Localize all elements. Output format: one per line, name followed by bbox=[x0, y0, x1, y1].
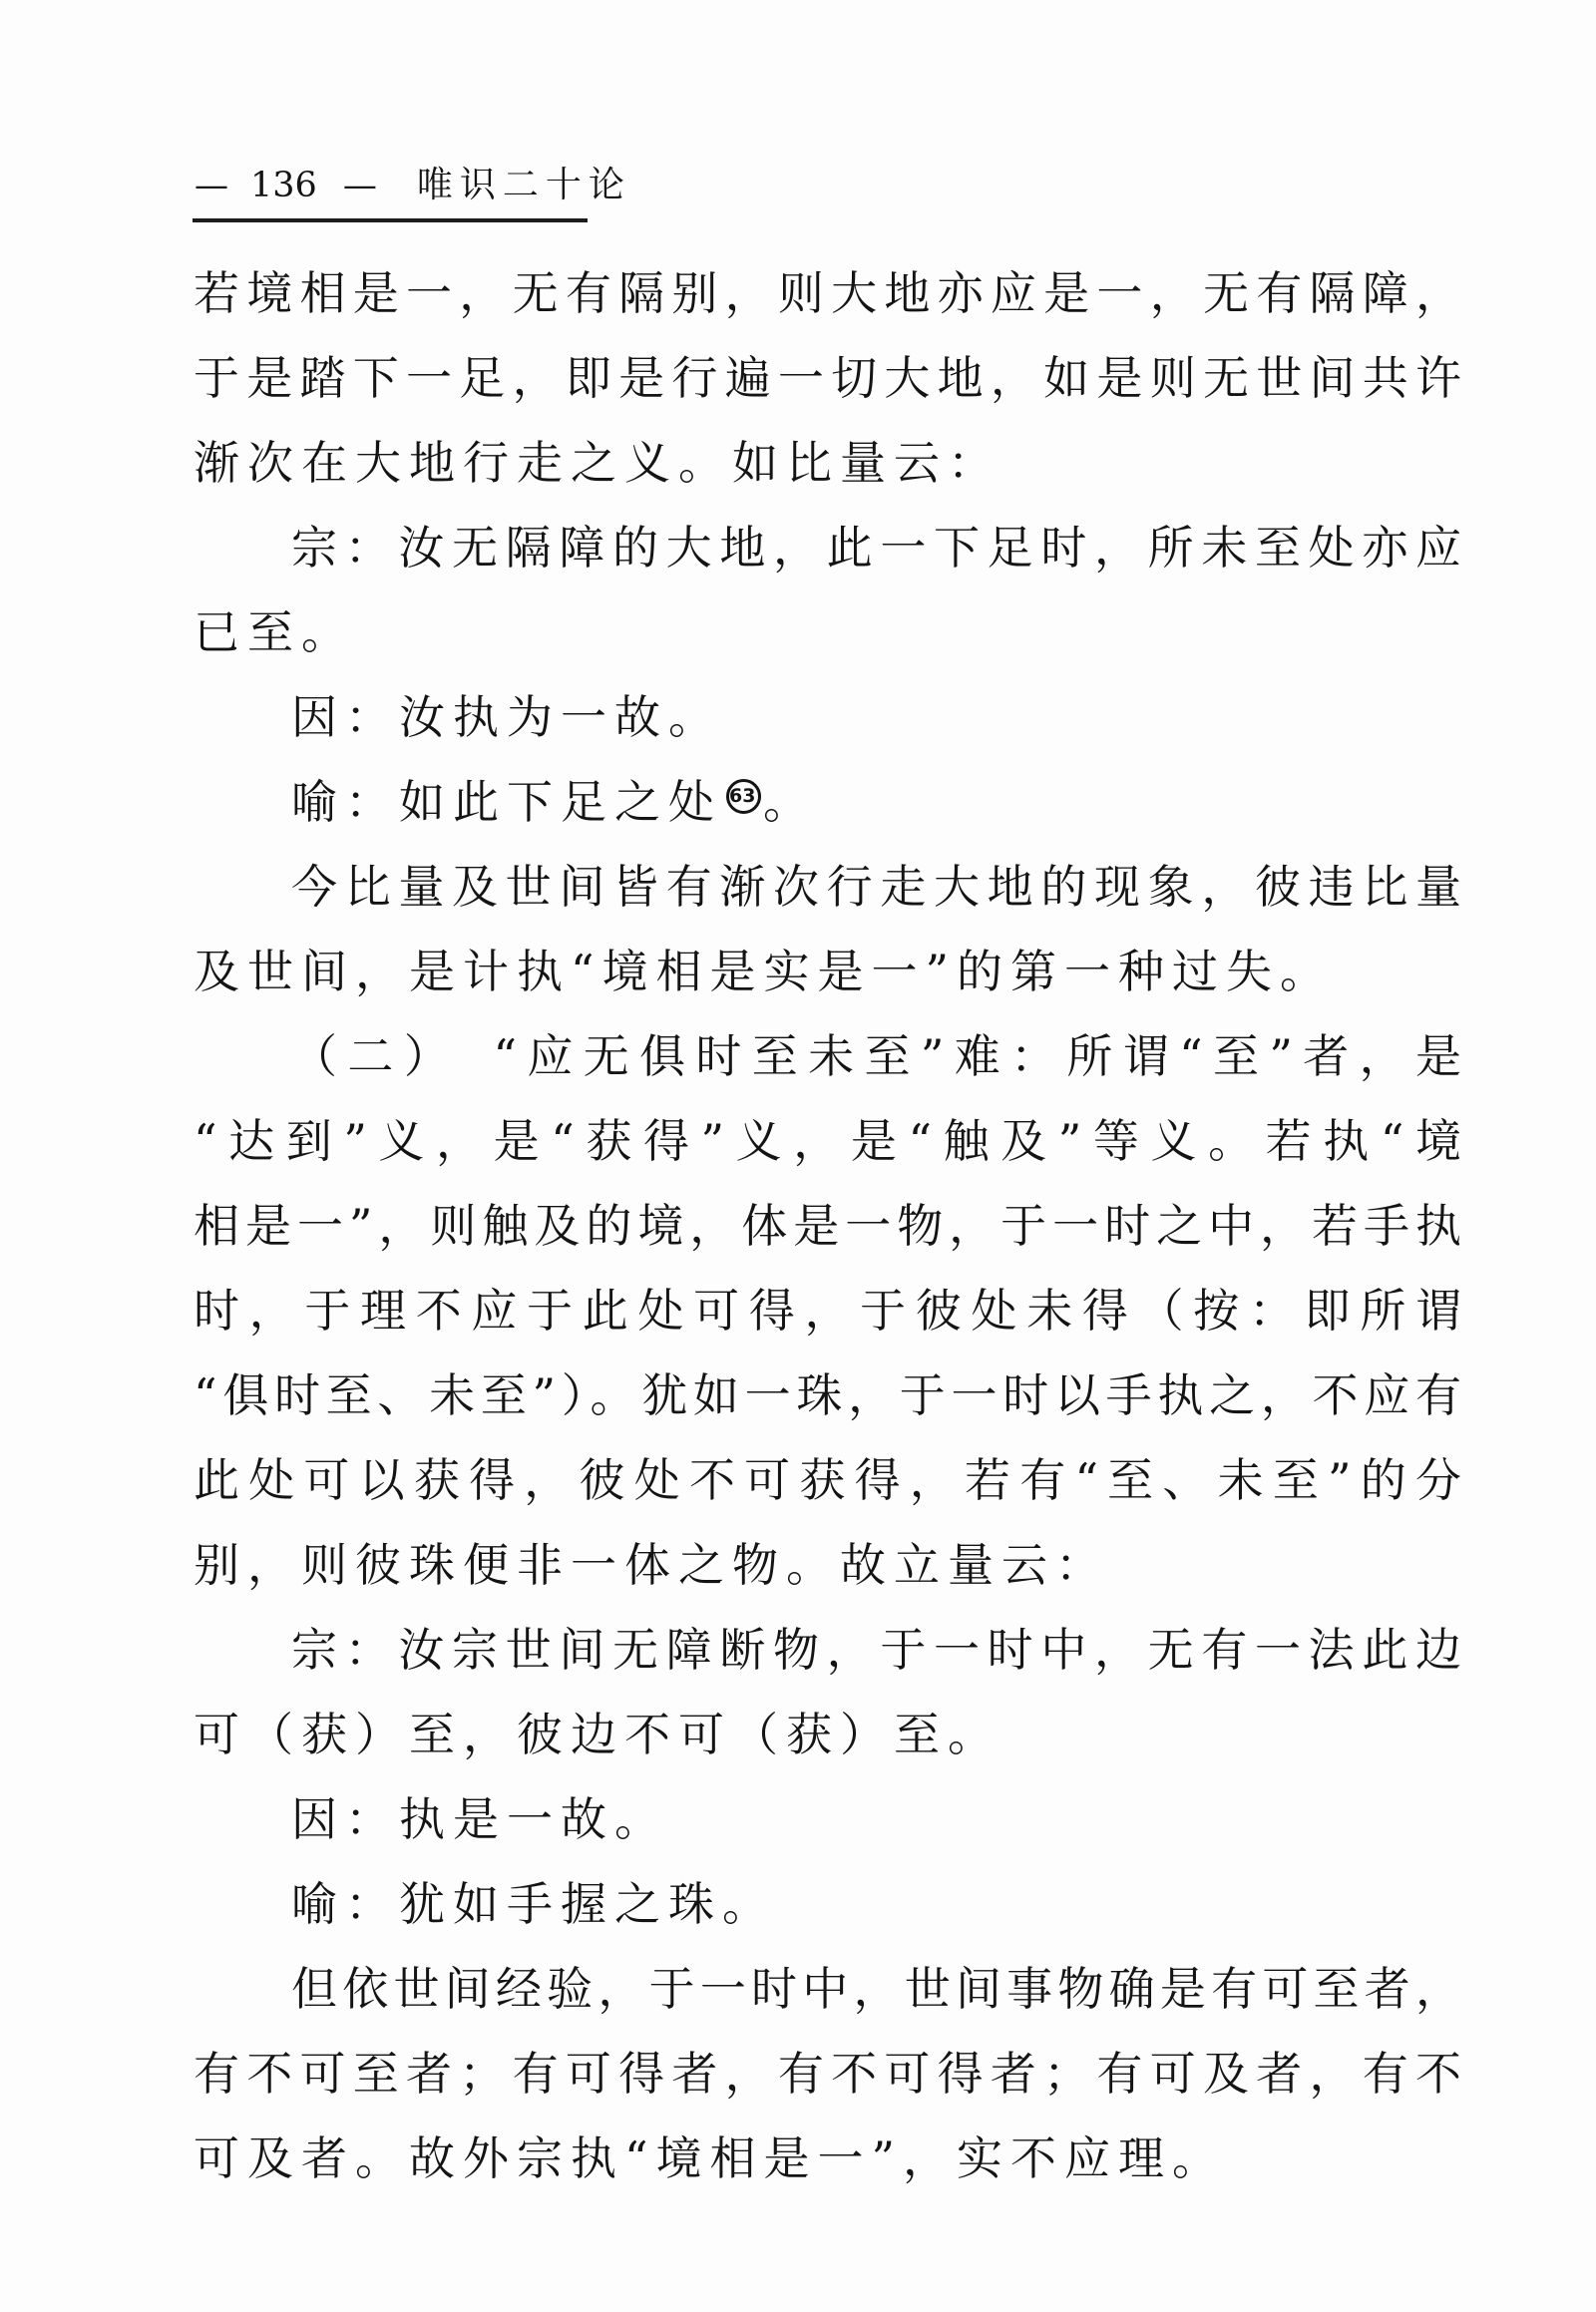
text-line-content: 及世间，是计执“境相是实是一”的第一种过失。 bbox=[194, 945, 1335, 998]
text-line bbox=[194, 1184, 1462, 1269]
text-line bbox=[194, 1099, 1462, 1184]
text-line-content: 此处可以获得，彼处不可获得，若有“至、未至”的分 bbox=[194, 1453, 1462, 1507]
text-line bbox=[194, 251, 1462, 336]
text-line bbox=[194, 1353, 1462, 1438]
text-line-content: 但依世间经验，于一时中，世间事物确是有可至者， bbox=[291, 1962, 1462, 2016]
text-line bbox=[194, 930, 1462, 1014]
text-line bbox=[194, 1862, 1462, 1947]
page-header bbox=[195, 164, 631, 207]
text-line bbox=[194, 2117, 1462, 2201]
page-number: 136 bbox=[250, 166, 317, 205]
text-line-content: 有不可至者；有可得者，有不可得者；有可及者，有不 bbox=[194, 2047, 1462, 2101]
text-line-content: 时，于理不应于此处可得，于彼处未得（按：即所谓 bbox=[194, 1284, 1462, 1338]
text-line-content: “达到”义，是“获得”义，是“触及”等义。若执“境 bbox=[194, 1114, 1462, 1168]
text-line bbox=[194, 421, 1462, 506]
header-dash-right: — bbox=[342, 166, 377, 205]
text-line-content: 渐次在大地行走之义。如比量云： bbox=[194, 436, 1001, 490]
text-line bbox=[194, 1269, 1462, 1353]
text-line-content: 宗：汝无隔障的大地，此一下足时，所未至处亦应 bbox=[291, 521, 1462, 575]
text-line bbox=[194, 1947, 1462, 2032]
text-line bbox=[194, 1438, 1462, 1523]
text-line-content: 喻：如此下足之处 bbox=[291, 775, 722, 829]
text-line-content: 已至。 bbox=[194, 605, 355, 659]
text-line-content: 宗：汝宗世间无障断物，于一时中，无有一法此边 bbox=[291, 1623, 1462, 1677]
footnote-ref-circle: 63 bbox=[726, 779, 761, 814]
text-line-content: 可及者。故外宗执“境相是一”，实不应理。 bbox=[194, 2131, 1227, 2185]
text-line-content: 别，则彼珠便非一体之物。故立量云： bbox=[194, 1538, 1109, 1592]
text-line-content: “俱时至、未至”）。犹如一珠，于一时以手执之，不应有 bbox=[194, 1368, 1462, 1422]
text-line bbox=[194, 1777, 1462, 1862]
text-line-content: （二） “应无俱时至未至”难：所谓“至”者，是 bbox=[291, 1029, 1462, 1083]
text-line bbox=[194, 845, 1462, 930]
text-line bbox=[194, 506, 1462, 590]
header-rule bbox=[193, 218, 588, 222]
text-line-content: 今比量及世间皆有渐次行走大地的现象，彼违比量 bbox=[291, 860, 1462, 914]
text-line-with-footnote bbox=[194, 760, 1462, 845]
text-line-content: 可（获）至，彼边不可（获）至。 bbox=[194, 1708, 1001, 1761]
text-line-content: 因：汝执为一故。 bbox=[291, 690, 722, 744]
text-line bbox=[194, 1014, 1462, 1099]
text-line-content: 相是一”，则触及的境，体是一物，于一时之中，若手执 bbox=[194, 1199, 1462, 1253]
text-line bbox=[194, 675, 1462, 760]
text-line bbox=[194, 1523, 1462, 1608]
text-line bbox=[194, 2032, 1462, 2117]
text-line-content: 于是踏下一足，即是行遍一切大地，如是则无世间共许 bbox=[194, 351, 1462, 405]
header-dash-left: — bbox=[195, 166, 228, 205]
book-title: 唯识二十论 bbox=[416, 165, 631, 205]
body-text bbox=[194, 251, 1462, 2201]
text-line bbox=[194, 590, 1462, 675]
text-line bbox=[194, 336, 1462, 421]
text-line bbox=[194, 1608, 1462, 1693]
text-line-content: 。 bbox=[763, 775, 817, 829]
text-line-content: 因：执是一故。 bbox=[291, 1792, 668, 1846]
text-line-content: 若境相是一，无有隔别，则大地亦应是一，无有隔障， bbox=[194, 266, 1462, 320]
text-line bbox=[194, 1693, 1462, 1777]
text-line-content: 喻：犹如手握之珠。 bbox=[291, 1877, 776, 1931]
